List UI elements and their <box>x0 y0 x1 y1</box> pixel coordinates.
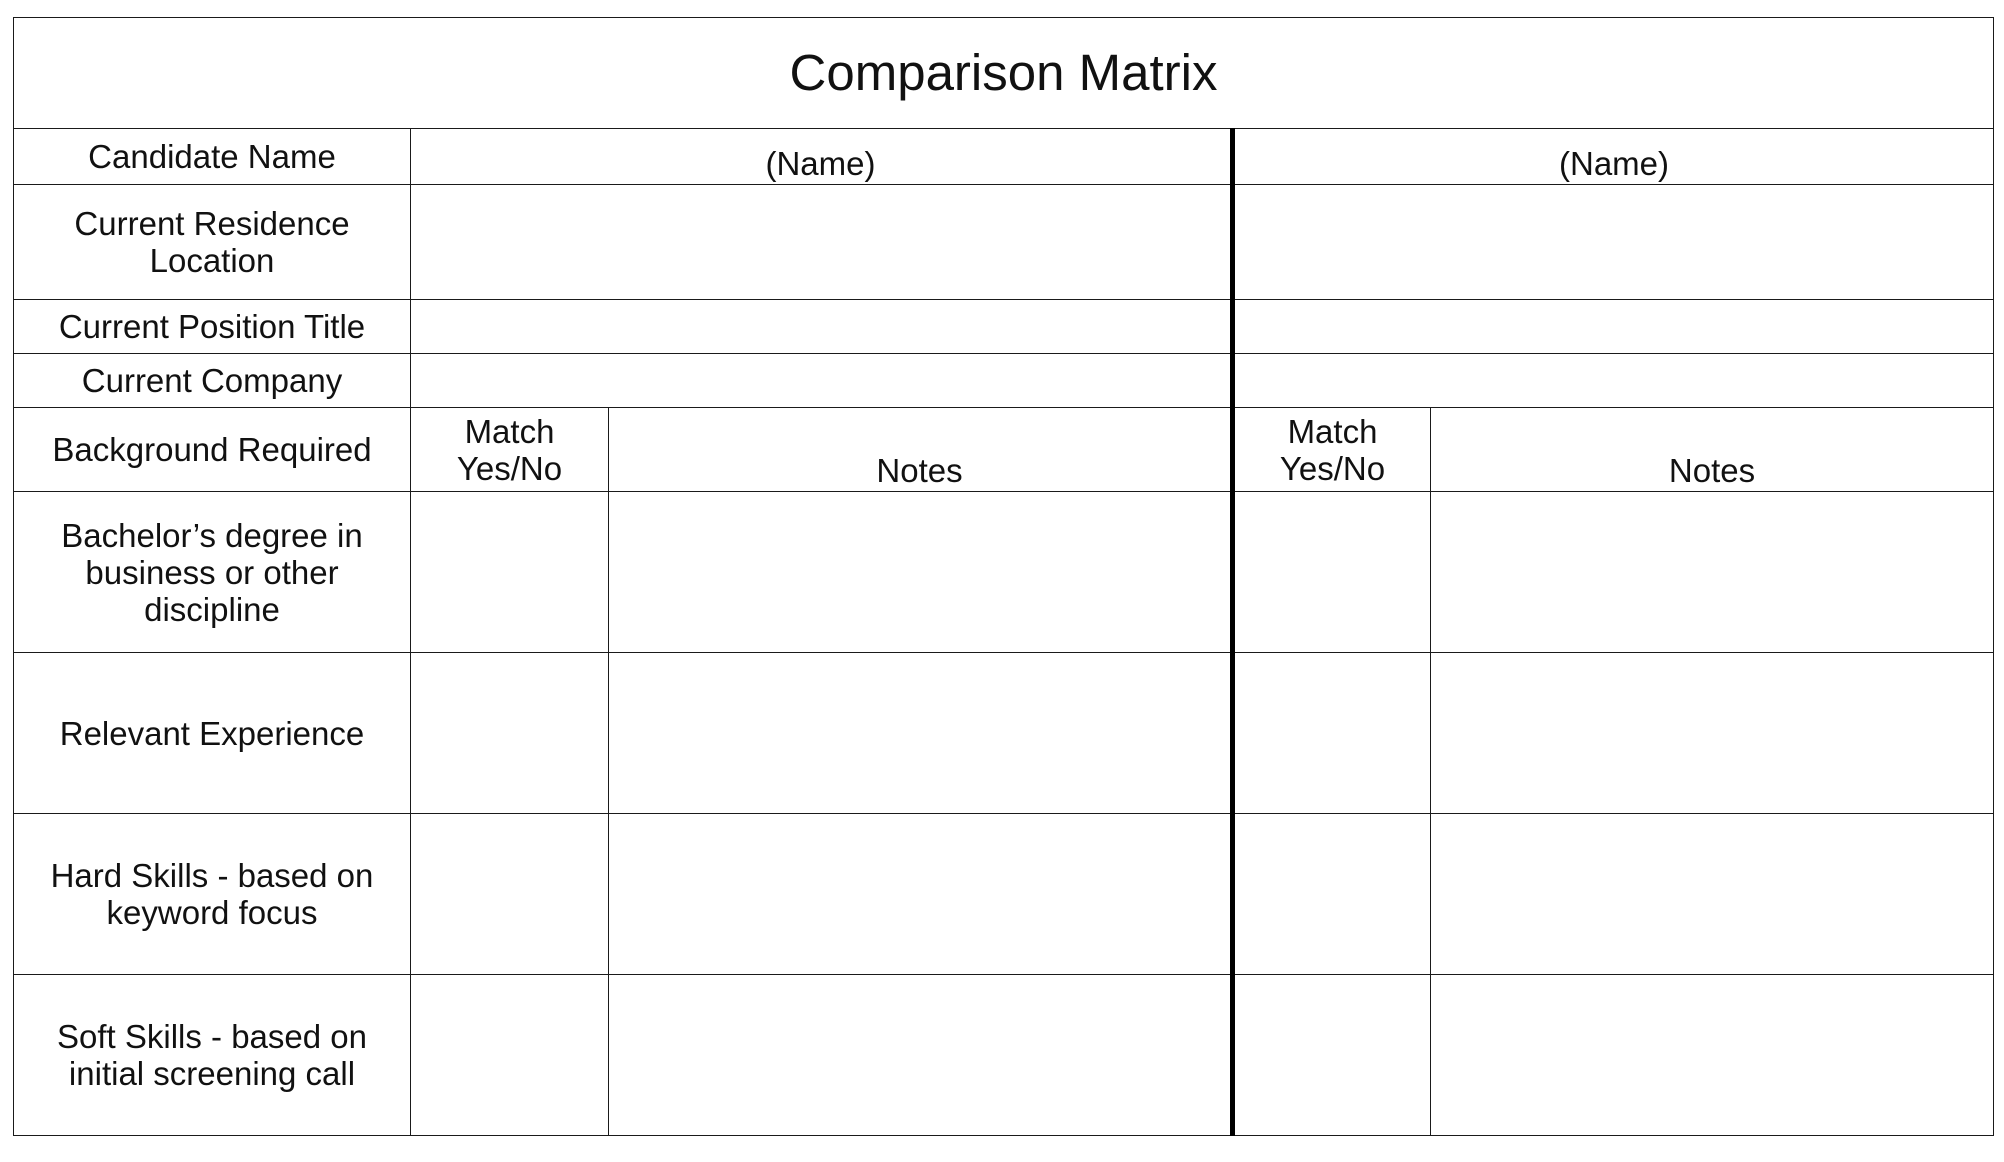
requirement-row-experience <box>14 653 1994 814</box>
candidate-1-position-cell[interactable] <box>411 300 1233 354</box>
matrix-title: Comparison Matrix <box>14 18 1994 129</box>
candidate-name-label: Candidate Name <box>14 129 411 185</box>
position-title-row <box>14 300 1994 354</box>
background-required-label: Background Required <box>14 408 411 492</box>
candidate-1-notes-cell[interactable] <box>609 814 1233 975</box>
requirement-label: Hard Skills - based on keyword focus <box>14 814 411 975</box>
company-row <box>14 354 1994 408</box>
candidate-2-company-cell[interactable] <box>1233 354 1994 408</box>
candidate-1-match-cell[interactable] <box>411 492 609 653</box>
candidate-1-notes-header: Notes <box>609 408 1233 492</box>
candidate-2-notes-cell[interactable] <box>1431 492 1994 653</box>
candidate-1-notes-cell[interactable] <box>609 492 1233 653</box>
candidate-2-notes-cell[interactable] <box>1431 814 1994 975</box>
candidate-1-match-cell[interactable] <box>411 975 609 1136</box>
candidate-1-match-cell[interactable] <box>411 653 609 814</box>
candidate-1-notes-cell[interactable] <box>609 653 1233 814</box>
candidate-2-match-header: Match Yes/No <box>1233 408 1431 492</box>
candidate-1-name[interactable]: (Name) <box>411 129 1233 185</box>
background-header-row <box>14 408 1994 492</box>
title-row <box>14 18 1994 129</box>
residence-label: Current Residence Location <box>14 185 411 300</box>
candidate-2-name[interactable]: (Name) <box>1233 129 1994 185</box>
residence-row <box>14 185 1994 300</box>
candidate-2-match-cell[interactable] <box>1233 975 1431 1136</box>
requirement-row-hard-skills <box>14 814 1994 975</box>
position-title-label: Current Position Title <box>14 300 411 354</box>
candidate-2-match-cell[interactable] <box>1233 653 1431 814</box>
candidate-2-notes-header: Notes <box>1431 408 1994 492</box>
requirement-row-degree <box>14 492 1994 653</box>
candidate-2-notes-cell[interactable] <box>1431 975 1994 1136</box>
candidate-2-notes-cell[interactable] <box>1431 653 1994 814</box>
requirement-label: Relevant Experience <box>14 653 411 814</box>
comparison-matrix-table <box>13 17 1994 1136</box>
candidate-1-notes-cell[interactable] <box>609 975 1233 1136</box>
candidate-name-row <box>14 129 1994 185</box>
candidate-1-match-cell[interactable] <box>411 814 609 975</box>
requirement-label: Soft Skills - based on initial screening call <box>14 975 411 1136</box>
candidate-2-match-cell[interactable] <box>1233 814 1431 975</box>
candidate-1-residence-cell[interactable] <box>411 185 1233 300</box>
candidate-1-match-header: Match Yes/No <box>411 408 609 492</box>
candidate-2-position-cell[interactable] <box>1233 300 1994 354</box>
company-label: Current Company <box>14 354 411 408</box>
candidate-2-residence-cell[interactable] <box>1233 185 1994 300</box>
candidate-2-match-cell[interactable] <box>1233 492 1431 653</box>
candidate-1-company-cell[interactable] <box>411 354 1233 408</box>
requirement-label: Bachelor’s degree in business or other discipline <box>14 492 411 653</box>
requirement-row-soft-skills <box>14 975 1994 1136</box>
